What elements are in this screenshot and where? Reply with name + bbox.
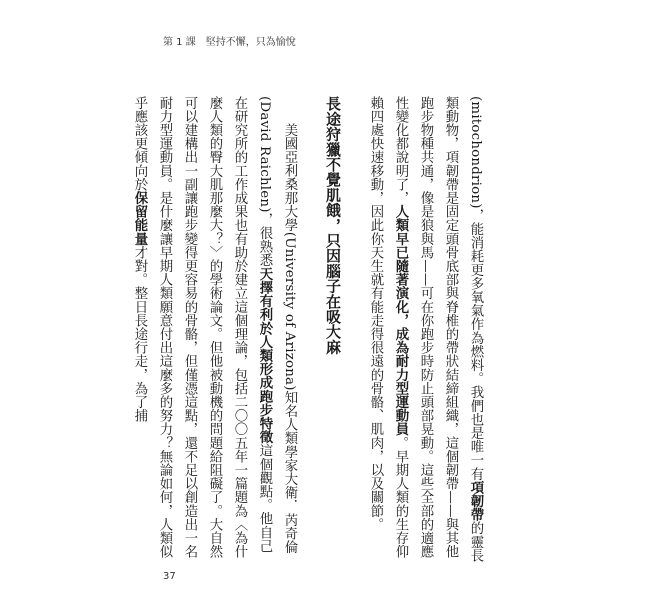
text-run: (mitochondrion)，能消耗更多氧氣作為燃料。我們也是唯一有 — [468, 96, 483, 481]
page-number: 37 — [163, 571, 176, 582]
emphasis-text: 項韌帶 — [468, 480, 483, 522]
paragraph-2 — [127, 96, 302, 564]
paragraph-1 — [363, 96, 488, 564]
section-heading: 長途狩獵不覺肌餓，只因腦子在吸大麻 — [324, 96, 342, 355]
emphasis-text: 人類早已隨著演化，成為耐力型運動員 — [393, 204, 408, 437]
running-header: 第 1 課 堅持不懈，只為愉悅 — [163, 37, 296, 48]
text-run: 這個觀點。他自己在研究所的工作成果也有助於建立這個理論，包括二〇〇五年一篇題為〈為什麼人類的臀大肌那麼大？〉的學術論文。但他被動機的問題給阻礙了。大自然可以建構出一副讓跑步變得更容易的骨骼，但僅憑這點，還不足以創造出一名耐力型運動員。是什麼讓早期人類願意付出這麼多的努力？無論如何，人類似乎應該更傾向於 — [132, 96, 272, 559]
text-run: 才對。整日長途行走，為了捕 — [132, 245, 147, 423]
text-run: 美國亞利桑那大學(University of Arizona)知名人類學家大衛．芮奇倫(David Raichlen)，很熟悉 — [257, 96, 297, 554]
text-run: 的靈長類動物，項韌帶是固定頭骨底部與脊椎的帶狀結締組織，這個韌帶——與其他跑步物種共通，像是狼與馬——可在你跑步時防止頭部晃動。這些全部的適應性變化都說明了， — [393, 96, 483, 563]
text-run: 。早期人類的生存仰賴四處快速移動，因此你天生就有能走得很遠的骨骼、肌肉，以及關節。 — [368, 96, 408, 559]
emphasis-text: 保留能量 — [132, 191, 147, 246]
emphasis-text: 天擇有利於人類形成跑步特徵 — [257, 267, 272, 444]
body-text — [132, 96, 488, 564]
